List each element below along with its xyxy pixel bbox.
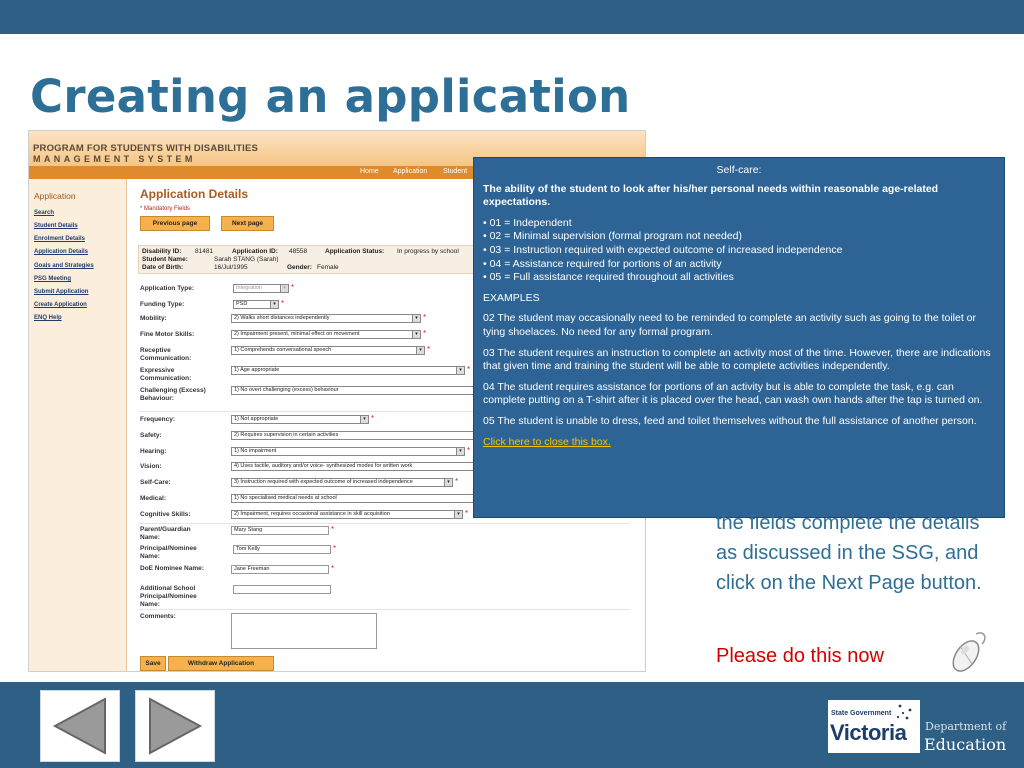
self-care-label: Self-Care: [140, 479, 171, 486]
previous-page-button[interactable]: Previous page [140, 216, 210, 231]
comments-label: Comments: [140, 613, 176, 620]
chevron-down-icon: ▾ [412, 315, 420, 322]
application-id-label: Application ID: [232, 248, 278, 255]
mobility-select[interactable] [231, 314, 421, 323]
frequency-select[interactable] [231, 415, 369, 424]
chevron-down-icon: ▾ [454, 511, 462, 518]
chevron-down-icon: ▾ [416, 347, 424, 354]
popup-examples-heading: EXAMPLES [483, 291, 540, 304]
gender-value: Female [317, 264, 339, 271]
popup-level: • 01 = Independent [483, 216, 572, 229]
frequency-value: 1) Not appropriate [234, 416, 279, 422]
chevron-down-icon: ▾ [444, 479, 452, 486]
vision-value: 4) Uses tactile, auditory and/or voice- synthesized modes for written work [234, 463, 413, 469]
withdraw-application-button[interactable]: Withdraw Application [168, 656, 274, 671]
status-value: In progress by school [397, 248, 459, 255]
application-type-select[interactable] [233, 284, 289, 293]
application-type-label: Application Type: [140, 285, 195, 292]
required-star: * [371, 414, 375, 423]
comments-textarea[interactable] [231, 613, 377, 649]
dob-label: Date of Birth: [142, 264, 184, 271]
receptive-communication-select[interactable] [231, 346, 425, 355]
popup-level: • 04 = Assistance required for portions of an activity [483, 257, 722, 270]
fine-motor-select[interactable] [231, 330, 421, 339]
receptive-communication-value: 1) Comprehends conversational speech [234, 347, 332, 353]
popup-level: • 05 = Full assistance required throughout all activities [483, 271, 734, 284]
student-name-label: Student Name: [142, 256, 188, 263]
safety-label: Safety: [140, 432, 162, 439]
sidebar-item-student-details[interactable]: Student Details [34, 223, 78, 229]
popup-example: 02 The student may occasionally need to be reminded to complete an activity such as going to the toilet or tying shoelaces. No need for any formal program. [483, 312, 977, 338]
required-star: * [291, 283, 295, 292]
chevron-down-icon: ▾ [456, 367, 464, 374]
hearing-label: Hearing: [140, 448, 167, 455]
triangle-left-icon [41, 691, 119, 761]
doe-nominee-label: DoE Nominee Name: [140, 565, 204, 572]
self-care-value: 3) Instruction required with expected outcome of increased independence [234, 479, 413, 485]
chevron-down-icon: ▾ [270, 301, 278, 308]
row-divider [138, 609, 630, 610]
cognitive-skills-label: Cognitive Skills: [140, 511, 191, 518]
application-id-value: 48558 [289, 248, 308, 255]
sidebar-item-enrolment-details[interactable]: Enrolment Details [34, 236, 86, 242]
required-star: * [427, 345, 431, 354]
victoria-logo [828, 700, 920, 753]
challenging-behaviour-select[interactable] [231, 386, 477, 395]
instruction-text: the fields complete the details as discussed in the SSG, and click on the Next Page button. [716, 512, 982, 594]
disability-id-value: 81481 [195, 248, 214, 255]
call-to-action: Please do this now [716, 645, 884, 667]
required-star: * [455, 477, 459, 486]
fine-motor-label: Fine Motor Skills: [140, 331, 195, 338]
triangle-right-icon [136, 691, 214, 761]
victoria-text: Victoria [830, 720, 907, 745]
row-divider [138, 523, 630, 524]
mobility-value: 2) Walks short distances independently [234, 315, 330, 321]
popup-level: • 03 = Instruction required with expected outcome of increased independence [483, 243, 843, 256]
forward-button[interactable] [135, 690, 215, 762]
frequency-label: Frequency: [140, 416, 176, 423]
safety-select[interactable] [231, 431, 477, 440]
required-star: * [467, 446, 471, 455]
funding-type-label: Funding Type: [140, 301, 185, 308]
self-care-select[interactable] [231, 478, 453, 487]
medical-select[interactable] [231, 494, 477, 503]
southern-cross-icon [894, 702, 916, 722]
medical-label: Medical: [140, 495, 167, 502]
funding-type-value: PSD [236, 301, 248, 307]
state-gov-text: State Government [831, 710, 892, 717]
expressive-communication-select[interactable] [231, 366, 465, 375]
required-star: * [331, 525, 335, 534]
chevron-down-icon: ▾ [456, 448, 464, 455]
medical-value: 1) No specialised medical needs at school [234, 495, 337, 501]
app-sidebar [29, 179, 127, 672]
status-label: Application Status: [325, 248, 385, 255]
student-name-value: Sarah STANG (Sarah) [214, 256, 279, 263]
page-title: Application Details [140, 187, 249, 201]
required-star: * [423, 329, 427, 338]
popup-example: 04 The student requires assistance for portions of an activity but is able to complete the task, e.g. can complete putting on a T-shirt after it is placed over the head, can wash own hands after the tap is turned on. [483, 380, 983, 407]
sidebar-item-psg-meeting[interactable]: PSG Meeting [34, 276, 72, 282]
chevron-down-icon: ▾ [280, 285, 288, 292]
hearing-select[interactable] [231, 447, 465, 456]
popup-heading: Self-care: [716, 164, 762, 176]
app-logo-line1: PROGRAM FOR STUDENTS WITH DISABILITIES [33, 143, 259, 154]
safety-value: 2) Requires supervision in certain activities [234, 432, 339, 438]
dept-line2: Education [924, 735, 1007, 754]
chevron-down-icon: ▾ [360, 416, 368, 423]
sidebar-item-goals[interactable]: Goals and Strategies [34, 263, 94, 269]
receptive-communication-label: Receptive Communication: [140, 347, 192, 362]
required-star: * [281, 299, 285, 308]
required-star: * [331, 564, 335, 573]
popup-intro: The ability of the student to look after his/her personal needs within reasonable age-related expectations. [483, 182, 939, 209]
application-type-value: Integration [236, 285, 262, 291]
close-popup-link[interactable]: Click here to close this box. [483, 435, 611, 448]
mobility-label: Mobility: [140, 315, 167, 322]
app-logo-line2: MANAGEMENT SYSTEM [33, 154, 196, 164]
sidebar-item-application-details[interactable]: Application Details [34, 249, 89, 255]
dob-value: 16/Jul/1995 [214, 264, 248, 271]
challenging-behaviour-value: 1) No overt challenging (excess) behaviour [234, 387, 339, 393]
doe-nominee-input[interactable]: Jane Freeman [231, 565, 329, 574]
principal-nominee-label: Principal/Nominee Name: [140, 545, 197, 560]
dept-line1: Department of [925, 720, 1007, 733]
sidebar-item-submit[interactable]: Submit Application [34, 289, 89, 295]
popup-level: • 02 = Minimal supervision (formal program not needed) [483, 230, 743, 243]
nav-home[interactable]: Home [360, 168, 379, 175]
popup-example: 05 The student is unable to dress, feed and toilet themselves without the full assistance of another person. [483, 414, 977, 427]
popup-example: 03 The student requires an instruction to complete an activity most of the time. However, there are indications that given time and training the student will be able to complete activities independently. [483, 346, 991, 373]
required-star: * [333, 544, 337, 553]
sidebar-item-search[interactable]: Search [34, 210, 55, 216]
expressive-communication-label: Expressive Communication: [140, 367, 192, 382]
required-star: * [423, 313, 427, 322]
cognitive-skills-value: 2) Impairment, requires occasional assistance in skill acquisition [234, 511, 390, 517]
sidebar-item-create[interactable]: Create Application [34, 302, 87, 308]
mouse-icon [946, 628, 988, 676]
chevron-down-icon: ▾ [412, 331, 420, 338]
additional-principal-input[interactable] [233, 585, 331, 594]
funding-type-select[interactable] [233, 300, 279, 309]
vision-label: Vision: [140, 463, 162, 470]
required-star: * [465, 509, 469, 518]
principal-nominee-input[interactable]: Tom Kelly [233, 545, 331, 554]
hearing-value: 1) No impairment [234, 448, 277, 454]
self-care-help-popup [473, 157, 1005, 518]
sidebar-title: Application [34, 191, 76, 201]
nav-application[interactable]: Application [393, 168, 428, 175]
parent-guardian-label: Parent/Guardian Name: [140, 526, 191, 541]
expressive-communication-value: 1) Age appropriate [234, 367, 280, 373]
additional-principal-label: Additional School Principal/Nominee Name: [140, 585, 197, 608]
save-button[interactable]: Save [140, 656, 166, 671]
gender-label: Gender: [287, 264, 312, 271]
fine-motor-value: 2) Impairment present, minimal effect on movement [234, 331, 360, 337]
slide-title: Creating an application [30, 70, 631, 123]
nav-student[interactable]: Student [443, 168, 468, 175]
parent-guardian-input[interactable]: Mary Stang [231, 526, 329, 535]
mandatory-note: * Mandatory Fields [140, 206, 191, 212]
required-star: * [467, 365, 471, 374]
back-button[interactable] [40, 690, 120, 762]
disability-id-label: Disability ID: [142, 248, 182, 255]
sidebar-item-help[interactable]: ENQ Help [34, 315, 62, 321]
challenging-behaviour-label: Challenging (Excess) Behaviour: [140, 387, 206, 402]
top-bar [0, 0, 1024, 34]
next-page-button[interactable]: Next page [221, 216, 274, 231]
cognitive-skills-select[interactable] [231, 510, 463, 519]
vision-select[interactable] [231, 462, 477, 471]
